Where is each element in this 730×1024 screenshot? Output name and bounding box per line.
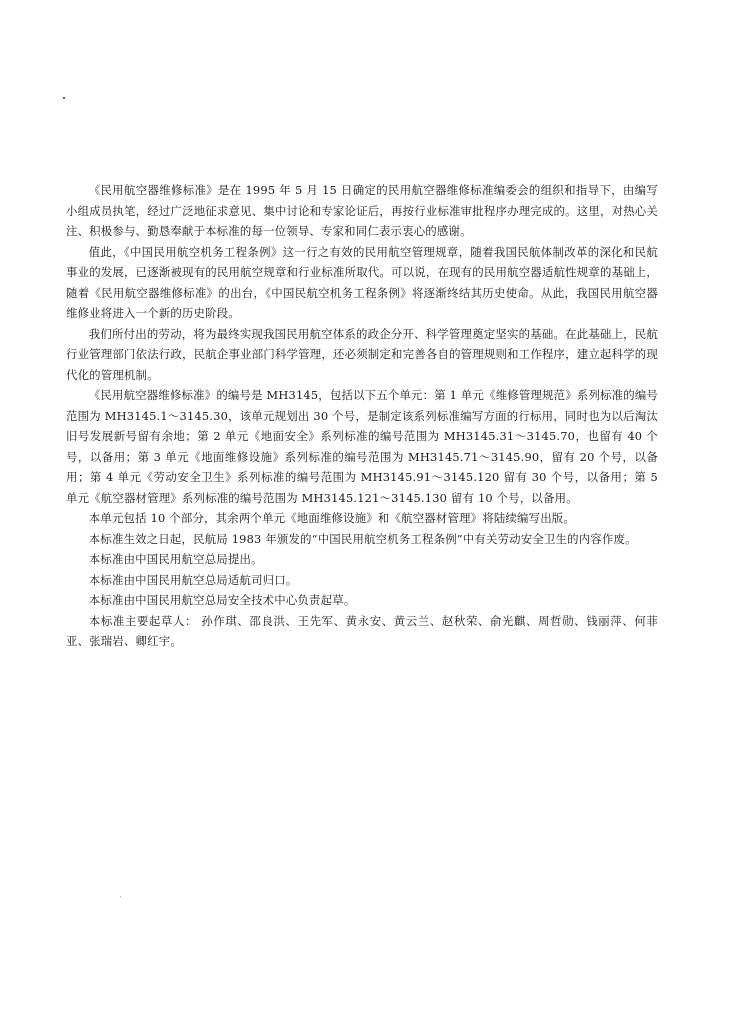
paragraph-drafters: 本标准主要起草人： 孙作琪、邵良洪、王先军、黄永安、黄云兰、赵秋荣、俞光麒、周哲勋、钱丽萍、何菲亚、张瑞岩、卿红宇。 [66,613,658,648]
paragraph-unit-contents: 本单元包括 10 个部分，其余两个单元《地面维修设施》和《航空器材管理》将陆续编写出版。 [88,511,575,525]
paragraph-centralized-by: 本标准由中国民用航空总局适航司归口。 [88,572,298,587]
scan-speck [63,97,65,99]
paragraph-numbering: 《民用航空器维修标准》的编号是 MH3145，包括以下五个单元：第 1 单元《维修管理规范》系列标准的编号范围为 MH3145.1～3145.30，该单元规划出 30 个号，是制定该系列标准编写方面的行标用，同时也为以后淘汰旧号发展新号留有余地；第 2 单元《地面安全》系列标准的编号范围为 MH3145.31～3145.70，也留有 40 个号，以备用；第 3 单元《地面维修设施》系列标准的编号范围为 MH3145.71～3145.90，留有 20 个号，以备用；第 4 单元《劳动安全卫生》系列标准的编号范围为 MH3145.91～3145.120 留有 30 个号，以备用；第 5 单元《航空器材管理》系列标准的编号范围为 MH3145.121～3145.130 留有 10 个号，以备用。 [66,388,658,505]
paragraph-compilation: 《民用航空器维修标准》是在 1995 年 5 月 15 日确定的民用航空器维修标准编委会的组织和指导下，由编写小组成员执笔，经过广泛地征求意见、集中讨论和专家论证后，再按行业标准审批程序办理完成的。这里，对热心关注、积极参与、勤恳奉献于本标准的每一位领导、专家和同仁表示衷心的感谢。 [66,183,658,238]
paragraph-regulation: 值此，《中国民用航空机务工程条例》这一行之有效的民用航空管理规章，随着我国民航体制改革的深化和民航事业的发展，已逐渐被现有的民用航空规章和行业标准所取代。可以说，在现有的民用航空器适航性规章的基础上，随着《民用航空器维修标准》的出台，《中国民航空机务工程条例》将逐渐终结其历史使命。从此，我国民用航空器维修业将进入一个新的历史阶段。 [66,244,658,320]
paragraph-effective: 本标准生效之日起，民航局 1983 年颁发的“中国民用航空机务工程条例”中有关劳动安全卫生的内容作废。 [88,531,637,546]
paragraph-foundation: 我们所付出的劳动，将为最终实现我国民用航空体系的政企分开、科学管理奠定坚实的基础。在此基础上，民航行业管理部门依法行政，民航企事业部门科学管理，还必须制定和完善各自的管理规则和工作程序，建立起科学的现代化的管理机制。 [66,326,658,382]
paragraph-proposed-by: 本标准由中国民用航空总局提出。 [88,552,263,566]
foreword-body [66,180,658,652]
scan-speck [120,896,121,897]
paragraph-drafted-by: 本标准由中国民用航空总局安全技术中心负责起草。 [88,593,356,607]
